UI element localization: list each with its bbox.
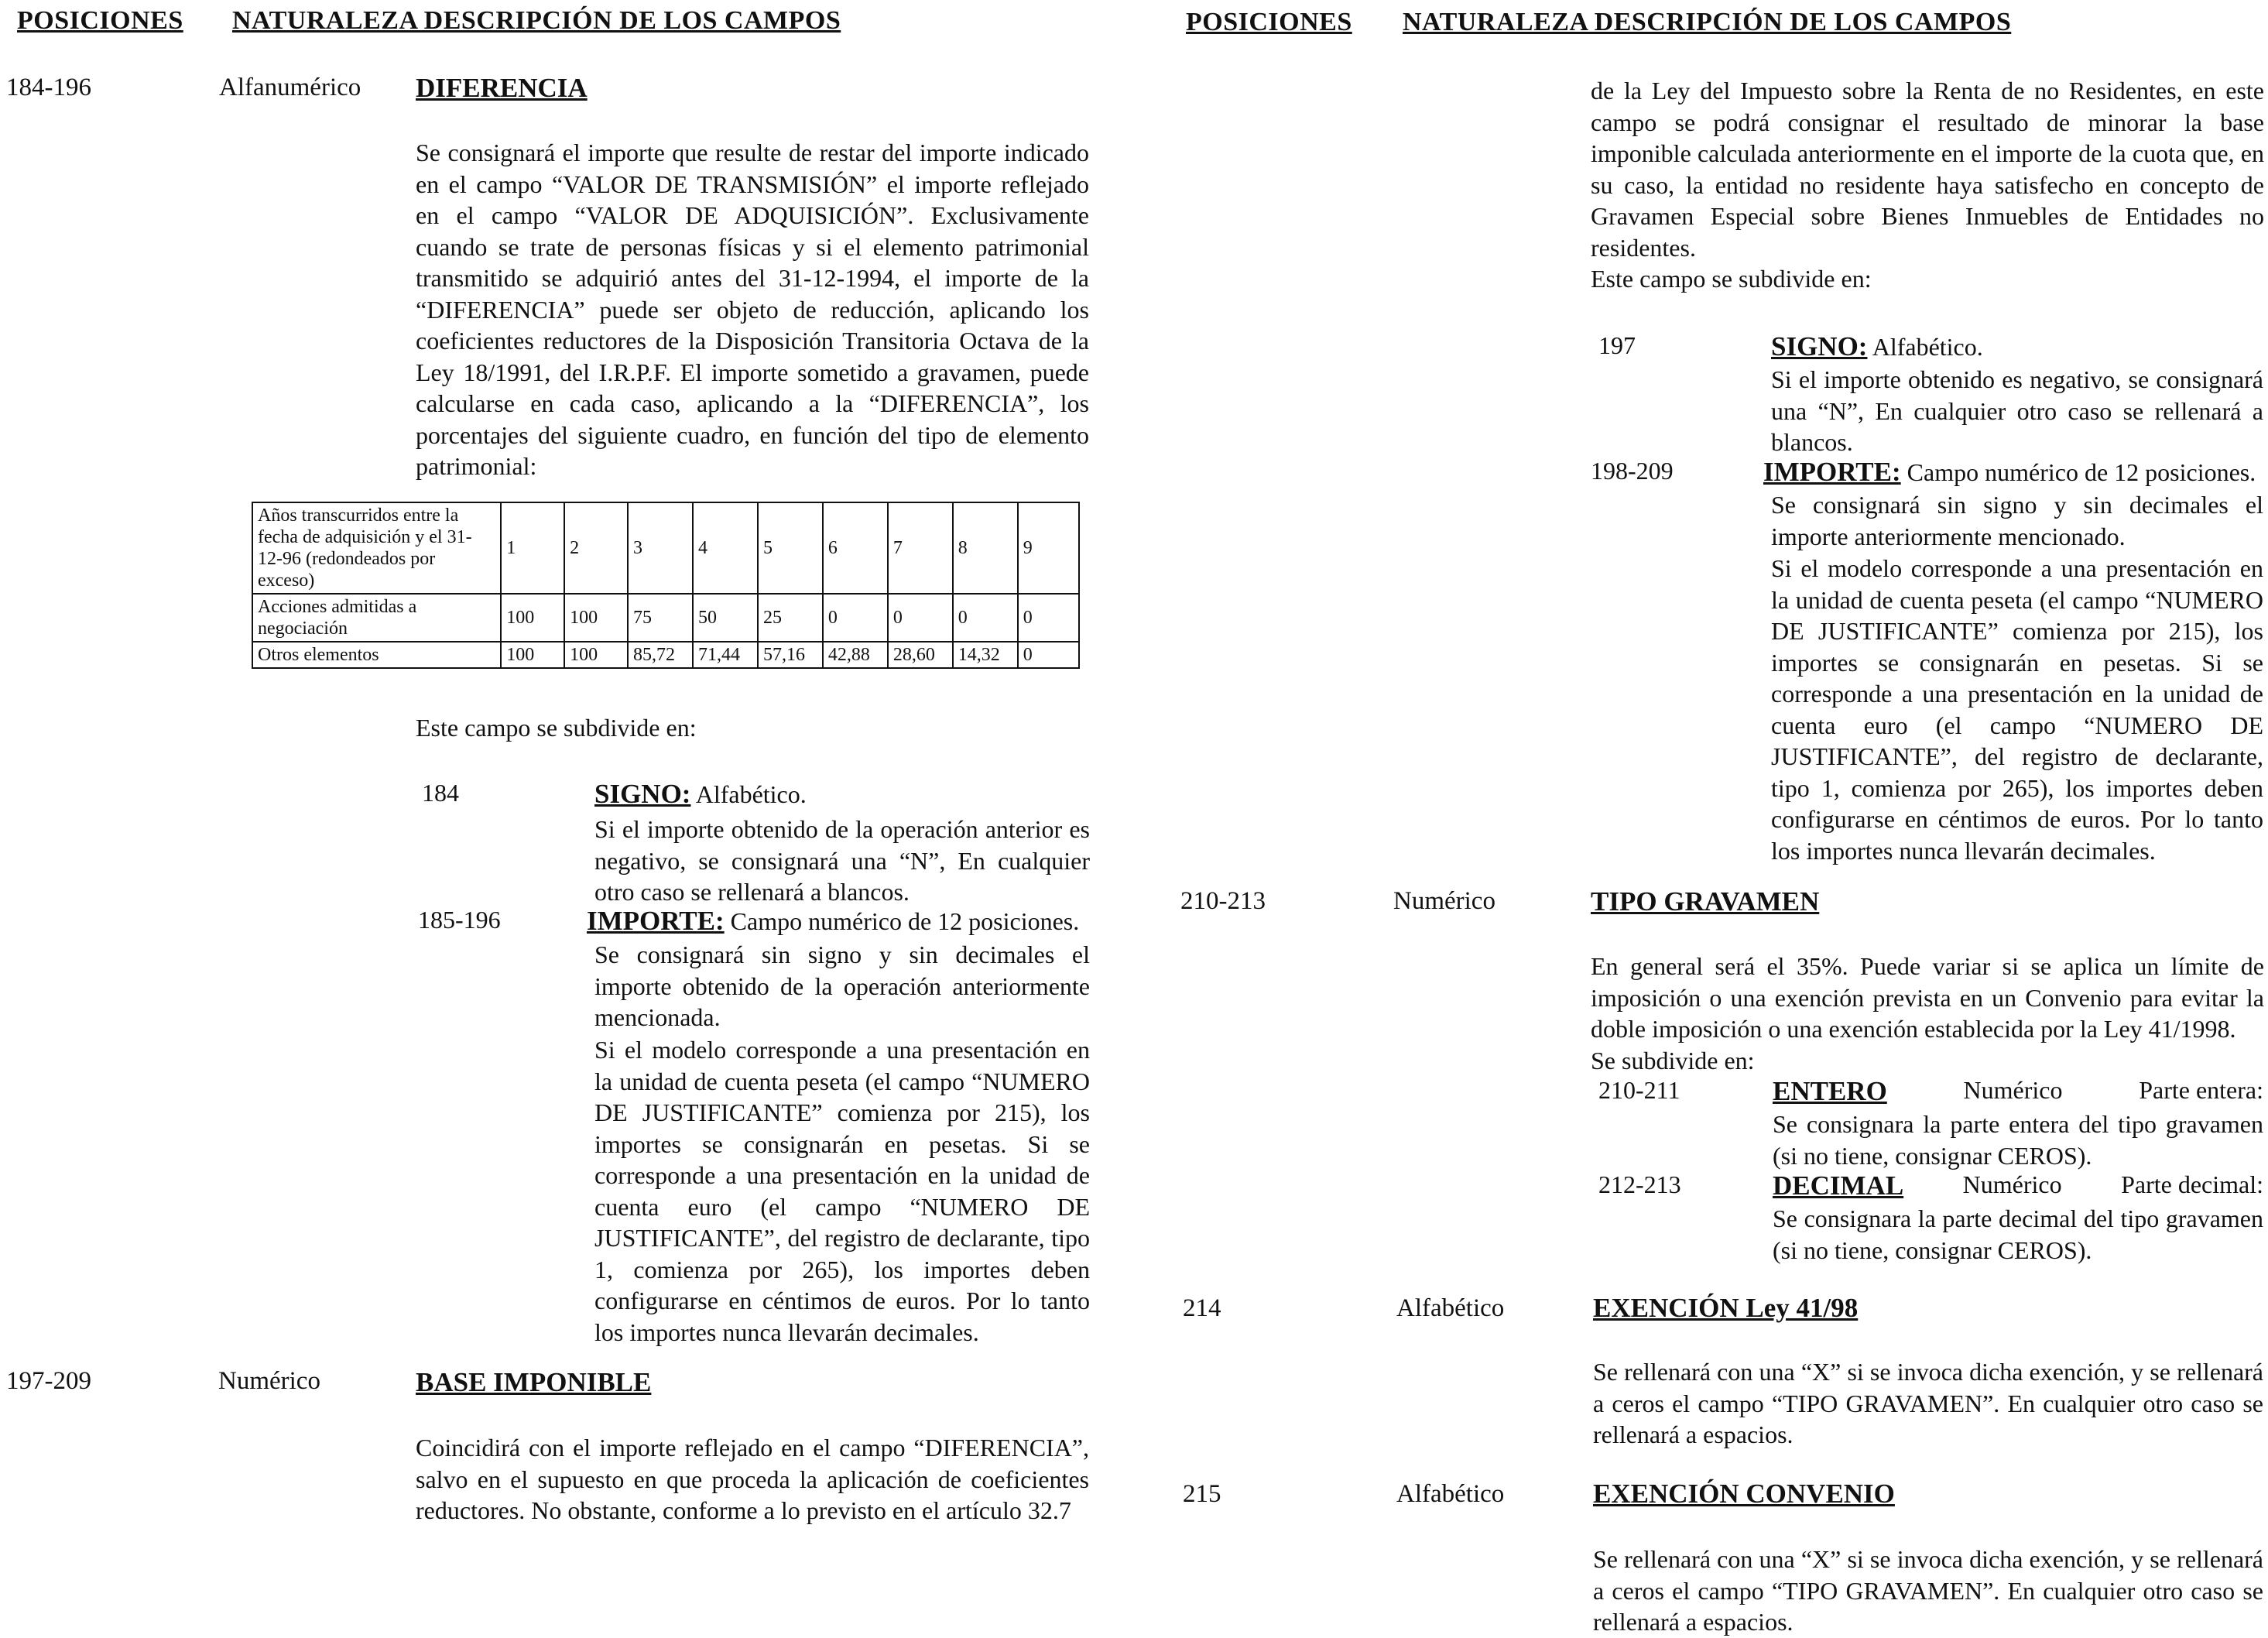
exencion-ley-nature: Alfabético bbox=[1396, 1294, 1505, 1322]
signo-positions: 184 bbox=[422, 779, 459, 807]
bi-importe-heading bbox=[1763, 457, 2256, 488]
year-cell: 2 bbox=[564, 502, 628, 594]
table-cell: 28,60 bbox=[888, 642, 953, 668]
exencion-convenio-positions: 215 bbox=[1183, 1480, 1221, 1508]
exencion-convenio-nature: Alfabético bbox=[1396, 1480, 1505, 1508]
bi-importe-text-2: Si el modelo corresponde a una presentación en la unidad de cuenta peseta (el campo “NUMERO DE JUSTIFICANTE” comienza por 215), los importes se consignarán en pesetas. Si se corresponde a una presentación en la unidad de cuenta euro (el campo “NUMERO DE JUSTIFICANTE”, del registro de declarante, tipo 1, comienza por 265), los importes deben configurarse en céntimos de euros. Por lo tanto los importes nunca llevarán decimales. bbox=[1771, 554, 2263, 865]
year-cell: 6 bbox=[823, 502, 888, 594]
table-cell: 71,44 bbox=[693, 642, 758, 668]
table-cell: 0 bbox=[1018, 594, 1079, 642]
diferencia-positions: 184-196 bbox=[6, 74, 91, 101]
decimal-text: Se consignara la parte decimal del tipo gravamen (si no tiene, consignar CEROS). bbox=[1773, 1205, 2263, 1264]
bi-signo-text: Si el importe obtenido es negativo, se consignará una “N”, En cualquier otro caso se rellenará a blancos. bbox=[1771, 365, 2263, 456]
table-cell: 50 bbox=[693, 594, 758, 642]
year-cell: 7 bbox=[888, 502, 953, 594]
header-posiciones: POSICIONES bbox=[17, 6, 183, 35]
exencion-convenio-paragraph: Se rellenará con una “X” si se invoca dicha exención, y se rellenará a ceros el campo “TIPO GRAVAMEN”. En cualquier otro caso se rellenará a espacios. bbox=[1593, 1545, 2263, 1636]
importe-text-2: Si el modelo corresponde a una presentación en la unidad de cuenta peseta (el campo “NUMERO DE JUSTIFICANTE” comienza por 215), los importes se consignarán en pesetas. Si se corresponde a una presentación en la unidad de cuenta euro (el campo “NUMERO DE JUSTIFICANTE”, del registro de declarante, tipo 1, comienza por 265), los importes deben configurarse en céntimos de euros. Por lo tanto los importes nunca llevarán decimales. bbox=[594, 1036, 1090, 1346]
year-cell: 4 bbox=[693, 502, 758, 594]
base-imponible-title: BASE IMPONIBLE bbox=[416, 1367, 652, 1397]
base-imponible-paragraph: Coincidirá con el importe reflejado en el campo “DIFERENCIA”, salvo en el supuesto en que proceda la aplicación de coeficientes reductores. No obstante, conforme a lo previsto en el artículo 32.7 bbox=[416, 1434, 1089, 1524]
tipo-gravamen-nature: Numérico bbox=[1393, 887, 1495, 915]
header-posiciones-right: POSICIONES bbox=[1186, 8, 1352, 36]
bi-importe-text: Se consignará sin signo y sin decimales el importe anteriormente mencionado. bbox=[1771, 491, 2263, 550]
year-cell: 5 bbox=[758, 502, 823, 594]
table-cell: 0 bbox=[1018, 642, 1079, 668]
row-label: Acciones admitidas a negociación bbox=[252, 594, 501, 642]
year-cell: 3 bbox=[628, 502, 693, 594]
year-cell: 8 bbox=[953, 502, 1018, 594]
tipo-gravamen-positions: 210-213 bbox=[1180, 887, 1266, 915]
tipo-gravamen-paragraph: En general será el 35%. Puede variar si se aplica un límite de imposición o una exención prevista en un Convenio para evitar la doble imposición o una exención establecida por la Ley 41/1998. bbox=[1591, 952, 2264, 1043]
entero-text: Se consignara la parte entera del tipo gravamen (si no tiene, consignar CEROS). bbox=[1773, 1110, 2263, 1170]
table-row bbox=[252, 642, 1079, 668]
exencion-ley-paragraph: Se rellenará con una “X” si se invoca dicha exención, y se rellenará a ceros el campo “TIPO GRAVAMEN”. En cualquier otro caso se rellenará a espacios. bbox=[1593, 1358, 2263, 1448]
table-cell: 75 bbox=[628, 594, 693, 642]
year-cell: 1 bbox=[501, 502, 564, 594]
table-row bbox=[252, 502, 1079, 594]
tipo-gravamen-title: TIPO GRAVAMEN bbox=[1591, 886, 1820, 917]
entero-label: ENTERO bbox=[1773, 1076, 1887, 1106]
table-cell: 25 bbox=[758, 594, 823, 642]
table-cell: 100 bbox=[501, 594, 564, 642]
decimal-positions: 212-213 bbox=[1598, 1170, 1681, 1198]
table-header-label: Años transcurridos entre la fecha de adquisición y el 31-12-96 (redondeados por exceso) bbox=[252, 502, 501, 594]
diferencia-paragraph: Se consignará el importe que resulte de restar del importe indicado en el campo “VALOR DE TRANSMISIÓN” el importe reflejado en el campo “VALOR DE ADQUISICIÓN”. Exclusivamente cuando se trate de personas físicas y si el elemento patrimonial transmitido se adquirió antes del 31-12-1994, el importe de la “DIFERENCIA” puede ser objeto de reducción, aplicando los coeficientes reductores de la Disposición Transitoria Octava de la Ley 18/1991, del I.R.P.F. El importe sometido a gravamen, puede calcularse en cada caso, aplicando a la “DIFERENCIA”, los porcentajes del siguiente cuadro, en función del tipo de elemento patrimonial: bbox=[416, 139, 1089, 480]
signo-type: Alfabético. bbox=[695, 780, 807, 808]
decimal-label: DECIMAL bbox=[1773, 1170, 1904, 1201]
table-cell: 0 bbox=[888, 594, 953, 642]
coeficientes-table bbox=[252, 502, 1080, 669]
bi-importe-positions: 198-209 bbox=[1591, 457, 1674, 485]
entero-part: Parte entera: bbox=[2139, 1076, 2263, 1104]
entero-heading bbox=[1773, 1076, 2263, 1107]
table-cell: 100 bbox=[564, 642, 628, 668]
header-naturaleza: NATURALEZA DESCRIPCIÓN DE LOS CAMPOS bbox=[232, 6, 841, 35]
importe-heading bbox=[587, 906, 1079, 937]
decimal-type: Numérico bbox=[1962, 1170, 2062, 1198]
exencion-ley-positions: 214 bbox=[1183, 1294, 1221, 1322]
base-imponible-continuation: de la Ley del Impuesto sobre la Renta de no Residentes, en este campo se podrá consignar el resultado de minorar la base imponible calculada anteriormente en el importe de la cuota que, en su caso, la entidad no residente haya satisfecho en concepto de Gravamen Especial sobre Bienes Inmuebles de Entidades no residentes. bbox=[1591, 77, 2264, 262]
base-imponible-subdivide: Este campo se subdivide en: bbox=[1591, 265, 1872, 293]
table-cell: 0 bbox=[823, 594, 888, 642]
tipo-gravamen-subdivide: Se subdivide en: bbox=[1591, 1047, 1755, 1074]
bi-signo-heading bbox=[1771, 331, 1983, 362]
table-cell: 0 bbox=[953, 594, 1018, 642]
importe-type: Campo numérico de 12 posiciones. bbox=[730, 907, 1080, 935]
bi-signo-positions: 197 bbox=[1598, 331, 1636, 359]
entero-type: Numérico bbox=[1963, 1076, 2063, 1104]
table-cell: 57,16 bbox=[758, 642, 823, 668]
base-imponible-positions: 197-209 bbox=[6, 1367, 91, 1395]
decimal-part: Parte decimal: bbox=[2121, 1170, 2263, 1198]
row-label: Otros elementos bbox=[252, 642, 501, 668]
table-cell: 85,72 bbox=[628, 642, 693, 668]
bi-importe-label: IMPORTE: bbox=[1763, 457, 1901, 487]
diferencia-nature: Alfanumérico bbox=[219, 74, 361, 101]
bi-signo-label: SIGNO: bbox=[1771, 331, 1868, 362]
table-cell: 100 bbox=[564, 594, 628, 642]
base-imponible-nature: Numérico bbox=[218, 1367, 320, 1395]
table-cell: 42,88 bbox=[823, 642, 888, 668]
signo-heading bbox=[594, 779, 807, 810]
entero-positions: 210-211 bbox=[1598, 1076, 1680, 1104]
decimal-heading bbox=[1773, 1170, 2263, 1201]
importe-label: IMPORTE: bbox=[587, 906, 725, 936]
exencion-ley-title: EXENCIÓN Ley 41/98 bbox=[1593, 1293, 1859, 1323]
signo-label: SIGNO: bbox=[594, 779, 691, 809]
importe-positions: 185-196 bbox=[418, 906, 501, 934]
exencion-convenio-title: EXENCIÓN CONVENIO bbox=[1593, 1479, 1895, 1509]
diferencia-subdivide: Este campo se subdivide en: bbox=[416, 714, 697, 742]
bi-importe-type: Campo numérico de 12 posiciones. bbox=[1907, 458, 2256, 486]
importe-text: Se consignará sin signo y sin decimales el importe obtenido de la operación anteriormente mencionada. bbox=[594, 941, 1090, 1031]
table-cell: 14,32 bbox=[953, 642, 1018, 668]
table-cell: 100 bbox=[501, 642, 564, 668]
header-naturaleza-right: NATURALEZA DESCRIPCIÓN DE LOS CAMPOS bbox=[1403, 8, 2012, 36]
year-cell: 9 bbox=[1018, 502, 1079, 594]
table-row bbox=[252, 594, 1079, 642]
diferencia-title: DIFERENCIA bbox=[416, 73, 588, 103]
signo-text: Si el importe obtenido de la operación anterior es negativo, se consignará una “N”, En cualquier otro caso se rellenará a blancos. bbox=[594, 815, 1090, 906]
bi-signo-type: Alfabético. bbox=[1872, 333, 1983, 361]
